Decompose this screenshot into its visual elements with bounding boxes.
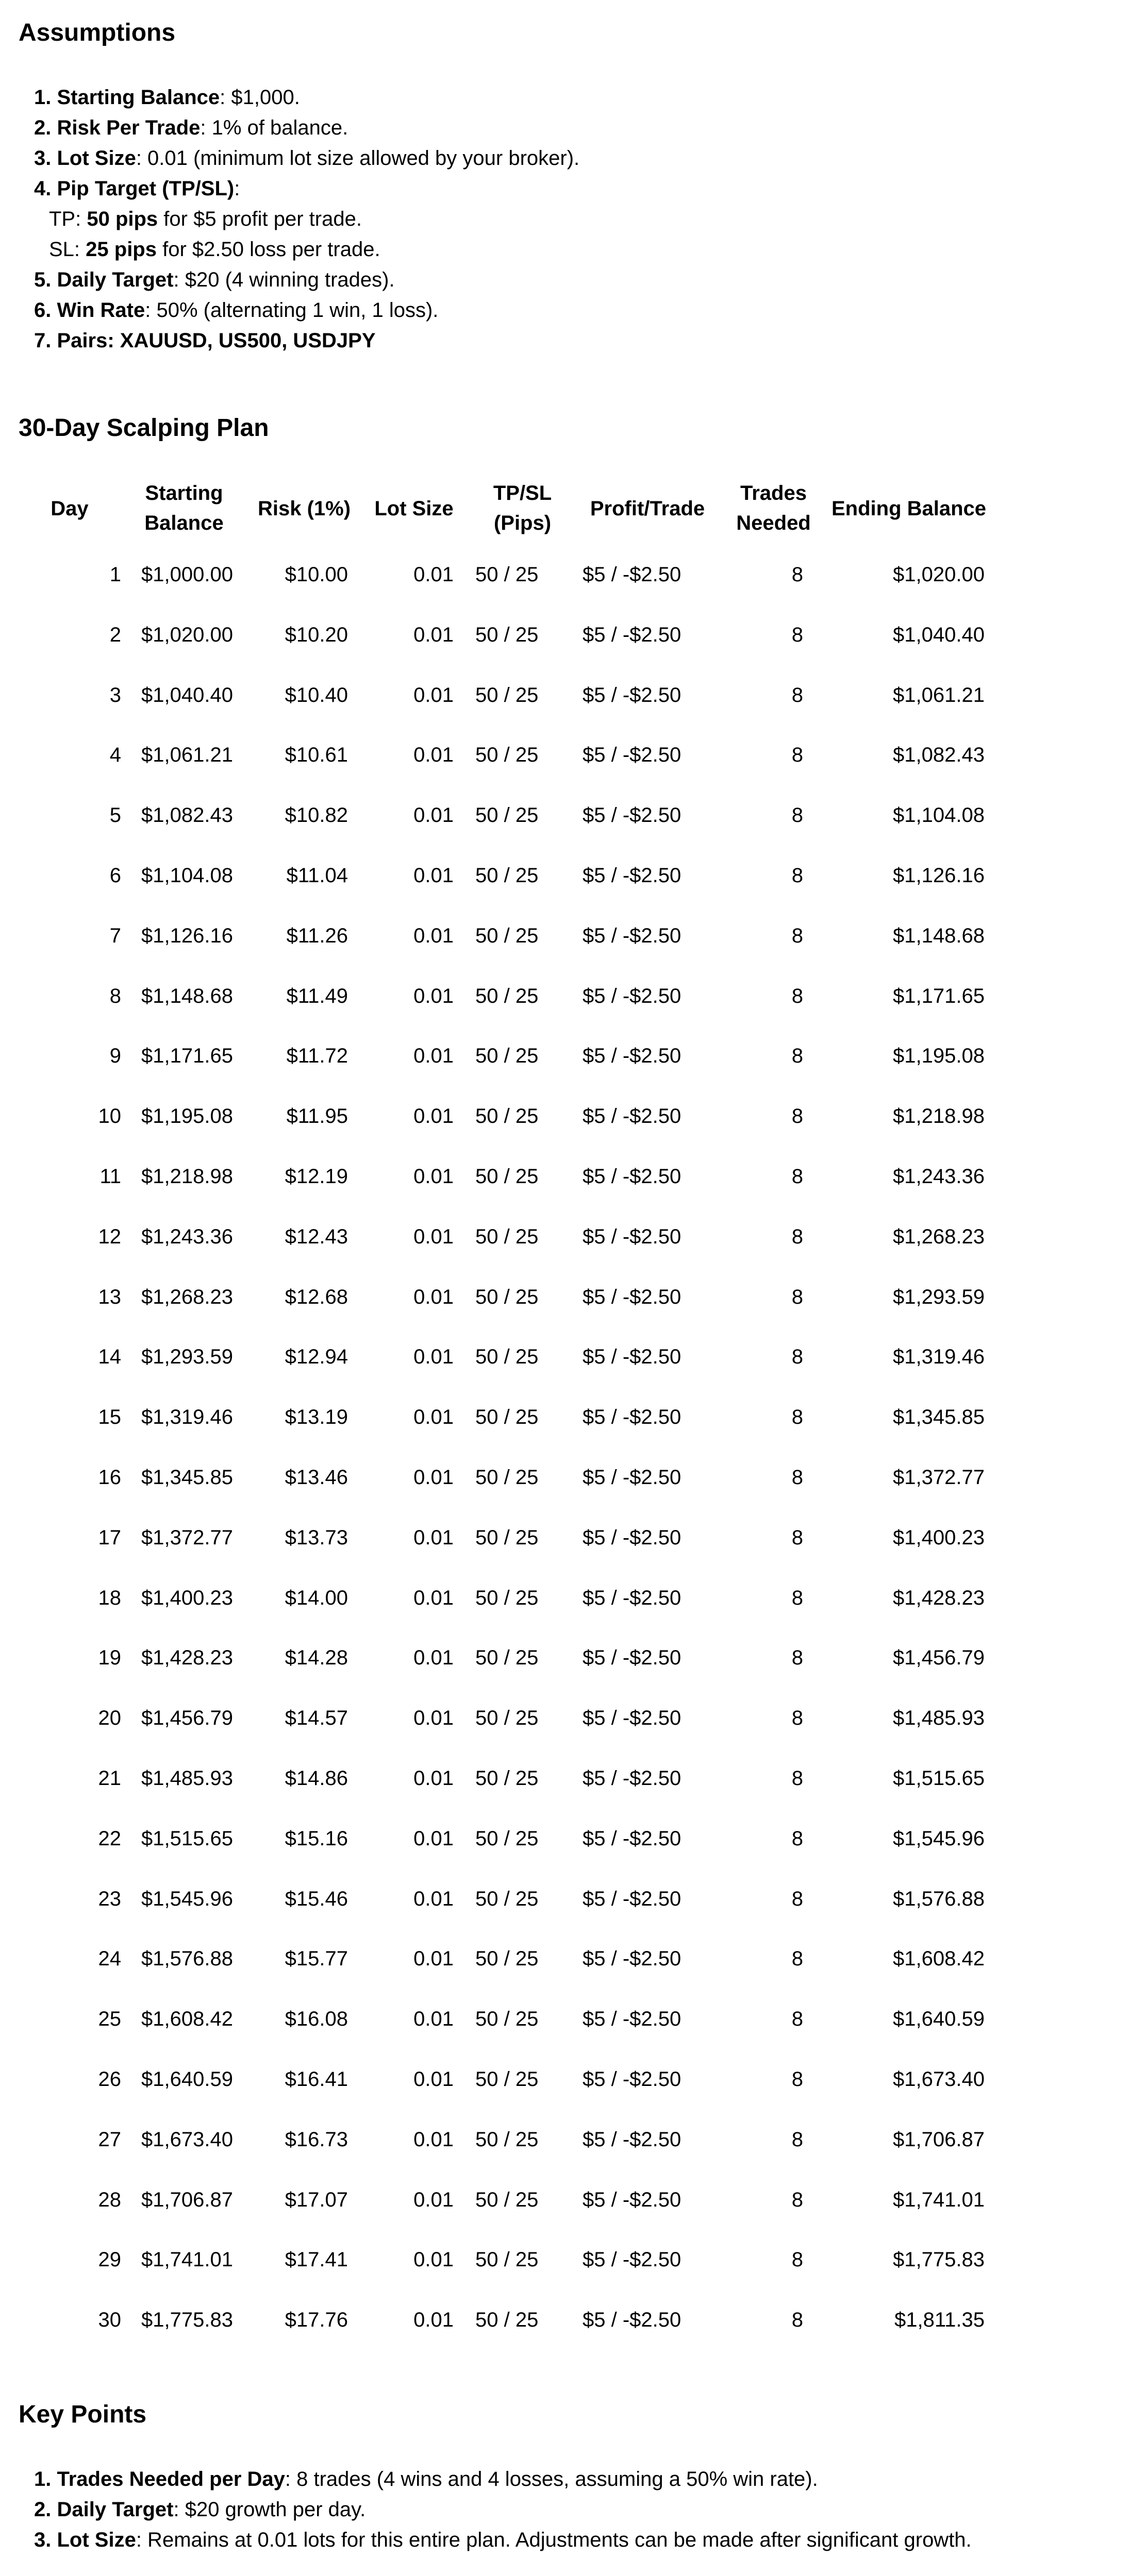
starting-balance-cell: $1,485.93 — [141, 1767, 233, 1790]
ending-balance-cell: $1,811.35 — [894, 2309, 985, 2331]
starting-balance-cell: $1,576.88 — [141, 1947, 233, 1970]
lot-size-cell: 0.01 — [413, 1345, 454, 1368]
profit-trade-cell: $5 / -$2.50 — [583, 2188, 681, 2211]
trades-needed-cell: 8 — [791, 924, 803, 947]
lot-size-cell: 0.01 — [413, 1767, 454, 1790]
risk-cell: $12.19 — [285, 1165, 348, 1188]
risk-cell: $12.94 — [285, 1345, 348, 1368]
lot-size-cell: 0.01 — [413, 1827, 454, 1850]
trades-needed-cell: 8 — [791, 1888, 803, 1910]
risk-cell: $10.61 — [285, 744, 348, 766]
day-cell: 21 — [98, 1767, 121, 1790]
risk-cell: $14.86 — [285, 1767, 348, 1790]
lot-size-cell: 0.01 — [413, 985, 454, 1007]
starting-balance-cell: $1,400.23 — [141, 1587, 233, 1609]
ending-balance-cell: $1,319.46 — [893, 1345, 985, 1368]
trades-needed-cell: 8 — [791, 684, 803, 706]
profit-trade-cell: $5 / -$2.50 — [583, 2068, 681, 2091]
ending-balance-cell: $1,775.83 — [893, 2248, 985, 2271]
trades-needed-cell: 8 — [791, 1646, 803, 1669]
profit-trade-cell: $5 / -$2.50 — [583, 2248, 681, 2271]
header-profit-trade: Profit/Trade — [590, 497, 705, 520]
trades-needed-cell: 8 — [791, 1105, 803, 1127]
profit-trade-cell: $5 / -$2.50 — [583, 985, 681, 1007]
risk-cell: $17.41 — [285, 2248, 348, 2271]
header-starting-balance-line2: Balance — [144, 512, 224, 534]
lot-size-cell: 0.01 — [413, 2309, 454, 2331]
tpsl-cell: 50 / 25 — [475, 744, 539, 766]
day-cell: 3 — [109, 684, 121, 706]
trades-needed-cell: 8 — [791, 744, 803, 766]
starting-balance-cell: $1,268.23 — [141, 1286, 233, 1308]
starting-balance-cell: $1,171.65 — [141, 1045, 233, 1067]
day-cell: 10 — [98, 1105, 121, 1127]
key-point-item: 1. Trades Needed per Day: 8 trades (4 wins and 4 losses, assuming a 50% win rate). — [34, 2468, 818, 2490]
risk-cell: $15.46 — [285, 1888, 348, 1910]
day-cell: 2 — [109, 624, 121, 646]
risk-cell: $16.41 — [285, 2068, 348, 2091]
tpsl-cell: 50 / 25 — [475, 1526, 539, 1549]
ending-balance-cell: $1,020.00 — [893, 563, 985, 586]
risk-cell: $10.40 — [285, 684, 348, 706]
starting-balance-cell: $1,061.21 — [141, 744, 233, 766]
profit-trade-cell: $5 / -$2.50 — [583, 804, 681, 827]
day-cell: 6 — [109, 864, 121, 887]
risk-cell: $15.77 — [285, 1947, 348, 1970]
day-cell: 25 — [98, 2008, 121, 2030]
trades-needed-cell: 8 — [791, 985, 803, 1007]
profit-trade-cell: $5 / -$2.50 — [583, 1888, 681, 1910]
day-cell: 5 — [109, 804, 121, 827]
risk-cell: $14.57 — [285, 1707, 348, 1729]
tpsl-cell: 50 / 25 — [475, 985, 539, 1007]
ending-balance-cell: $1,082.43 — [893, 744, 985, 766]
starting-balance-cell: $1,545.96 — [141, 1888, 233, 1910]
lot-size-cell: 0.01 — [413, 2008, 454, 2030]
tpsl-cell: 50 / 25 — [475, 2188, 539, 2211]
tpsl-cell: 50 / 25 — [475, 1165, 539, 1188]
trades-needed-cell: 8 — [791, 2128, 803, 2151]
trades-needed-cell: 8 — [791, 2248, 803, 2271]
ending-balance-cell: $1,293.59 — [893, 1286, 985, 1308]
header-trades-needed-line2: Needed — [736, 512, 811, 534]
profit-trade-cell: $5 / -$2.50 — [583, 1827, 681, 1850]
assumption-subitem-sl: SL: 25 pips for $2.50 loss per trade. — [49, 238, 380, 261]
tpsl-cell: 50 / 25 — [475, 1707, 539, 1729]
lot-size-cell: 0.01 — [413, 864, 454, 887]
profit-trade-cell: $5 / -$2.50 — [583, 1947, 681, 1970]
ending-balance-cell: $1,706.87 — [893, 2128, 985, 2151]
day-cell: 30 — [98, 2309, 121, 2331]
assumption-item: 4. Pip Target (TP/SL): — [34, 177, 240, 200]
day-cell: 12 — [98, 1225, 121, 1248]
lot-size-cell: 0.01 — [413, 1587, 454, 1609]
tpsl-cell: 50 / 25 — [475, 1947, 539, 1970]
profit-trade-cell: $5 / -$2.50 — [583, 1045, 681, 1067]
lot-size-cell: 0.01 — [413, 1947, 454, 1970]
risk-cell: $12.43 — [285, 1225, 348, 1248]
lot-size-cell: 0.01 — [413, 744, 454, 766]
risk-cell: $13.19 — [285, 1406, 348, 1428]
lot-size-cell: 0.01 — [413, 2188, 454, 2211]
profit-trade-cell: $5 / -$2.50 — [583, 924, 681, 947]
trades-needed-cell: 8 — [791, 1345, 803, 1368]
lot-size-cell: 0.01 — [413, 1466, 454, 1489]
day-cell: 27 — [98, 2128, 121, 2151]
profit-trade-cell: $5 / -$2.50 — [583, 624, 681, 646]
profit-trade-cell: $5 / -$2.50 — [583, 1406, 681, 1428]
header-lot-size: Lot Size — [374, 497, 454, 520]
day-cell: 16 — [98, 1466, 121, 1489]
day-cell: 20 — [98, 1707, 121, 1729]
starting-balance-cell: $1,195.08 — [141, 1105, 233, 1127]
starting-balance-cell: $1,706.87 — [141, 2188, 233, 2211]
tpsl-cell: 50 / 25 — [475, 804, 539, 827]
profit-trade-cell: $5 / -$2.50 — [583, 1286, 681, 1308]
ending-balance-cell: $1,608.42 — [893, 1947, 985, 1970]
lot-size-cell: 0.01 — [413, 1286, 454, 1308]
tpsl-cell: 50 / 25 — [475, 2128, 539, 2151]
day-cell: 8 — [109, 985, 121, 1007]
trades-needed-cell: 8 — [791, 563, 803, 586]
lot-size-cell: 0.01 — [413, 1646, 454, 1669]
starting-balance-cell: $1,741.01 — [141, 2248, 233, 2271]
trades-needed-cell: 8 — [791, 2008, 803, 2030]
lot-size-cell: 0.01 — [413, 1105, 454, 1127]
tpsl-cell: 50 / 25 — [475, 2068, 539, 2091]
ending-balance-cell: $1,545.96 — [893, 1827, 985, 1850]
ending-balance-cell: $1,126.16 — [893, 864, 985, 887]
trades-needed-cell: 8 — [791, 1466, 803, 1489]
lot-size-cell: 0.01 — [413, 684, 454, 706]
lot-size-cell: 0.01 — [413, 924, 454, 947]
tpsl-cell: 50 / 25 — [475, 684, 539, 706]
tpsl-cell: 50 / 25 — [475, 1888, 539, 1910]
risk-cell: $13.73 — [285, 1526, 348, 1549]
risk-cell: $17.76 — [285, 2309, 348, 2331]
key-point-item: 2. Daily Target: $20 growth per day. — [34, 2498, 366, 2521]
tpsl-cell: 50 / 25 — [475, 1646, 539, 1669]
profit-trade-cell: $5 / -$2.50 — [583, 1345, 681, 1368]
lot-size-cell: 0.01 — [413, 563, 454, 586]
ending-balance-cell: $1,218.98 — [893, 1105, 985, 1127]
starting-balance-cell: $1,608.42 — [141, 2008, 233, 2030]
trades-needed-cell: 8 — [791, 624, 803, 646]
risk-cell: $10.00 — [285, 563, 348, 586]
ending-balance-cell: $1,268.23 — [893, 1225, 985, 1248]
ending-balance-cell: $1,456.79 — [893, 1646, 985, 1669]
starting-balance-cell: $1,775.83 — [141, 2309, 233, 2331]
day-cell: 26 — [98, 2068, 121, 2091]
profit-trade-cell: $5 / -$2.50 — [583, 2008, 681, 2030]
lot-size-cell: 0.01 — [413, 1165, 454, 1188]
tpsl-cell: 50 / 25 — [475, 2309, 539, 2331]
starting-balance-cell: $1,293.59 — [141, 1345, 233, 1368]
starting-balance-cell: $1,148.68 — [141, 985, 233, 1007]
tpsl-cell: 50 / 25 — [475, 1767, 539, 1790]
starting-balance-cell: $1,673.40 — [141, 2128, 233, 2151]
tpsl-cell: 50 / 25 — [475, 2248, 539, 2271]
risk-cell: $14.28 — [285, 1646, 348, 1669]
tpsl-cell: 50 / 25 — [475, 563, 539, 586]
tpsl-cell: 50 / 25 — [475, 1105, 539, 1127]
profit-trade-cell: $5 / -$2.50 — [583, 1646, 681, 1669]
risk-cell: $16.08 — [285, 2008, 348, 2030]
assumption-subitem-tp: TP: 50 pips for $5 profit per trade. — [49, 208, 362, 230]
risk-cell: $17.07 — [285, 2188, 348, 2211]
profit-trade-cell: $5 / -$2.50 — [583, 1707, 681, 1729]
lot-size-cell: 0.01 — [413, 1707, 454, 1729]
risk-cell: $10.20 — [285, 624, 348, 646]
ending-balance-cell: $1,515.65 — [893, 1767, 985, 1790]
header-tpsl-line2: (Pips) — [493, 512, 552, 534]
day-cell: 9 — [109, 1045, 121, 1067]
starting-balance-cell: $1,372.77 — [141, 1526, 233, 1549]
tpsl-cell: 50 / 25 — [475, 1345, 539, 1368]
ending-balance-cell: $1,345.85 — [893, 1406, 985, 1428]
profit-trade-cell: $5 / -$2.50 — [583, 1526, 681, 1549]
risk-cell: $14.00 — [285, 1587, 348, 1609]
lot-size-cell: 0.01 — [413, 2068, 454, 2091]
ending-balance-cell: $1,104.08 — [893, 804, 985, 827]
profit-trade-cell: $5 / -$2.50 — [583, 1165, 681, 1188]
key-points-heading: Key Points — [19, 2401, 147, 2428]
header-starting-balance-line1: Starting — [145, 482, 223, 504]
header-risk: Risk (1%) — [257, 497, 351, 520]
profit-trade-cell: $5 / -$2.50 — [583, 1105, 681, 1127]
trades-needed-cell: 8 — [791, 1045, 803, 1067]
day-cell: 7 — [109, 924, 121, 947]
starting-balance-cell: $1,243.36 — [141, 1225, 233, 1248]
day-cell: 19 — [98, 1646, 121, 1669]
tpsl-cell: 50 / 25 — [475, 1225, 539, 1248]
trades-needed-cell: 8 — [791, 1707, 803, 1729]
ending-balance-cell: $1,673.40 — [893, 2068, 985, 2091]
profit-trade-cell: $5 / -$2.50 — [583, 684, 681, 706]
lot-size-cell: 0.01 — [413, 804, 454, 827]
trades-needed-cell: 8 — [791, 1767, 803, 1790]
risk-cell: $13.46 — [285, 1466, 348, 1489]
trades-needed-cell: 8 — [791, 2309, 803, 2331]
profit-trade-cell: $5 / -$2.50 — [583, 1466, 681, 1489]
starting-balance-cell: $1,640.59 — [141, 2068, 233, 2091]
header-day: Day — [51, 497, 89, 520]
ending-balance-cell: $1,171.65 — [893, 985, 985, 1007]
assumption-item: 7. Pairs: XAUUSD, US500, USDJPY — [34, 329, 376, 352]
trades-needed-cell: 8 — [791, 1406, 803, 1428]
day-cell: 14 — [98, 1345, 121, 1368]
ending-balance-cell: $1,040.40 — [893, 624, 985, 646]
risk-cell: $11.49 — [286, 985, 348, 1007]
lot-size-cell: 0.01 — [413, 2248, 454, 2271]
tpsl-cell: 50 / 25 — [475, 1827, 539, 1850]
tpsl-cell: 50 / 25 — [475, 1045, 539, 1067]
header-tpsl-line1: TP/SL — [493, 482, 552, 504]
ending-balance-cell: $1,148.68 — [893, 924, 985, 947]
risk-cell: $11.26 — [286, 924, 348, 947]
assumptions-heading: Assumptions — [19, 19, 176, 46]
lot-size-cell: 0.01 — [413, 1526, 454, 1549]
ending-balance-cell: $1,400.23 — [893, 1526, 985, 1549]
risk-cell: $16.73 — [285, 2128, 348, 2151]
profit-trade-cell: $5 / -$2.50 — [583, 2309, 681, 2331]
ending-balance-cell: $1,061.21 — [893, 684, 985, 706]
starting-balance-cell: $1,020.00 — [141, 624, 233, 646]
ending-balance-cell: $1,372.77 — [893, 1466, 985, 1489]
header-ending-balance: Ending Balance — [831, 497, 987, 520]
risk-cell: $11.95 — [286, 1105, 348, 1127]
ending-balance-cell: $1,576.88 — [893, 1888, 985, 1910]
profit-trade-cell: $5 / -$2.50 — [583, 864, 681, 887]
day-cell: 18 — [98, 1587, 121, 1609]
day-cell: 17 — [98, 1526, 121, 1549]
lot-size-cell: 0.01 — [413, 1225, 454, 1248]
assumption-item: 1. Starting Balance: $1,000. — [34, 86, 300, 109]
day-cell: 13 — [98, 1286, 121, 1308]
day-cell: 15 — [98, 1406, 121, 1428]
day-cell: 22 — [98, 1827, 121, 1850]
profit-trade-cell: $5 / -$2.50 — [583, 1225, 681, 1248]
tpsl-cell: 50 / 25 — [475, 924, 539, 947]
trades-needed-cell: 8 — [791, 1225, 803, 1248]
key-point-item: 3. Lot Size: Remains at 0.01 lots for this entire plan. Adjustments can be made after significant growth. — [34, 2529, 972, 2551]
risk-cell: $12.68 — [285, 1286, 348, 1308]
starting-balance-cell: $1,104.08 — [141, 864, 233, 887]
starting-balance-cell: $1,000.00 — [141, 563, 233, 586]
tpsl-cell: 50 / 25 — [475, 1286, 539, 1308]
profit-trade-cell: $5 / -$2.50 — [583, 744, 681, 766]
trades-needed-cell: 8 — [791, 864, 803, 887]
risk-cell: $10.82 — [285, 804, 348, 827]
lot-size-cell: 0.01 — [413, 1045, 454, 1067]
trades-needed-cell: 8 — [791, 1827, 803, 1850]
tpsl-cell: 50 / 25 — [475, 624, 539, 646]
trades-needed-cell: 8 — [791, 1165, 803, 1188]
day-cell: 11 — [99, 1165, 121, 1188]
lot-size-cell: 0.01 — [413, 2128, 454, 2151]
starting-balance-cell: $1,515.65 — [141, 1827, 233, 1850]
starting-balance-cell: $1,428.23 — [141, 1646, 233, 1669]
tpsl-cell: 50 / 25 — [475, 1406, 539, 1428]
plan-heading: 30-Day Scalping Plan — [19, 414, 269, 442]
assumption-item: 5. Daily Target: $20 (4 winning trades). — [34, 268, 395, 291]
trades-needed-cell: 8 — [791, 1947, 803, 1970]
trades-needed-cell: 8 — [791, 1286, 803, 1308]
tpsl-cell: 50 / 25 — [475, 864, 539, 887]
ending-balance-cell: $1,195.08 — [893, 1045, 985, 1067]
ending-balance-cell: $1,640.59 — [893, 2008, 985, 2030]
risk-cell: $11.72 — [286, 1045, 348, 1067]
lot-size-cell: 0.01 — [413, 624, 454, 646]
profit-trade-cell: $5 / -$2.50 — [583, 1587, 681, 1609]
starting-balance-cell: $1,456.79 — [141, 1707, 233, 1729]
ending-balance-cell: $1,428.23 — [893, 1587, 985, 1609]
day-cell: 23 — [98, 1888, 121, 1910]
tpsl-cell: 50 / 25 — [475, 2008, 539, 2030]
risk-cell: $15.16 — [285, 1827, 348, 1850]
ending-balance-cell: $1,485.93 — [893, 1707, 985, 1729]
day-cell: 29 — [98, 2248, 121, 2271]
header-trades-needed-line1: Trades — [740, 482, 807, 504]
profit-trade-cell: $5 / -$2.50 — [583, 1767, 681, 1790]
tpsl-cell: 50 / 25 — [475, 1587, 539, 1609]
key-points-list — [34, 2464, 972, 2555]
lot-size-cell: 0.01 — [413, 1406, 454, 1428]
trades-needed-cell: 8 — [791, 2188, 803, 2211]
assumption-item: 6. Win Rate: 50% (alternating 1 win, 1 loss). — [34, 299, 439, 322]
trades-needed-cell: 8 — [791, 1526, 803, 1549]
ending-balance-cell: $1,741.01 — [893, 2188, 985, 2211]
assumption-item: 3. Lot Size: 0.01 (minimum lot size allowed by your broker). — [34, 147, 580, 170]
day-cell: 1 — [109, 563, 121, 586]
trades-needed-cell: 8 — [791, 804, 803, 827]
lot-size-cell: 0.01 — [413, 1888, 454, 1910]
day-cell: 24 — [98, 1947, 121, 1970]
day-cell: 4 — [109, 744, 121, 766]
ending-balance-cell: $1,243.36 — [893, 1165, 985, 1188]
starting-balance-cell: $1,082.43 — [141, 804, 233, 827]
profit-trade-cell: $5 / -$2.50 — [583, 563, 681, 586]
starting-balance-cell: $1,126.16 — [141, 924, 233, 947]
starting-balance-cell: $1,345.85 — [141, 1466, 233, 1489]
day-cell: 28 — [98, 2188, 121, 2211]
trades-needed-cell: 8 — [791, 2068, 803, 2091]
assumption-item: 2. Risk Per Trade: 1% of balance. — [34, 116, 348, 139]
starting-balance-cell: $1,040.40 — [141, 684, 233, 706]
starting-balance-cell: $1,218.98 — [141, 1165, 233, 1188]
starting-balance-cell: $1,319.46 — [141, 1406, 233, 1428]
risk-cell: $11.04 — [286, 864, 348, 887]
profit-trade-cell: $5 / -$2.50 — [583, 2128, 681, 2151]
tpsl-cell: 50 / 25 — [475, 1466, 539, 1489]
assumptions-list — [34, 82, 579, 356]
trades-needed-cell: 8 — [791, 1587, 803, 1609]
